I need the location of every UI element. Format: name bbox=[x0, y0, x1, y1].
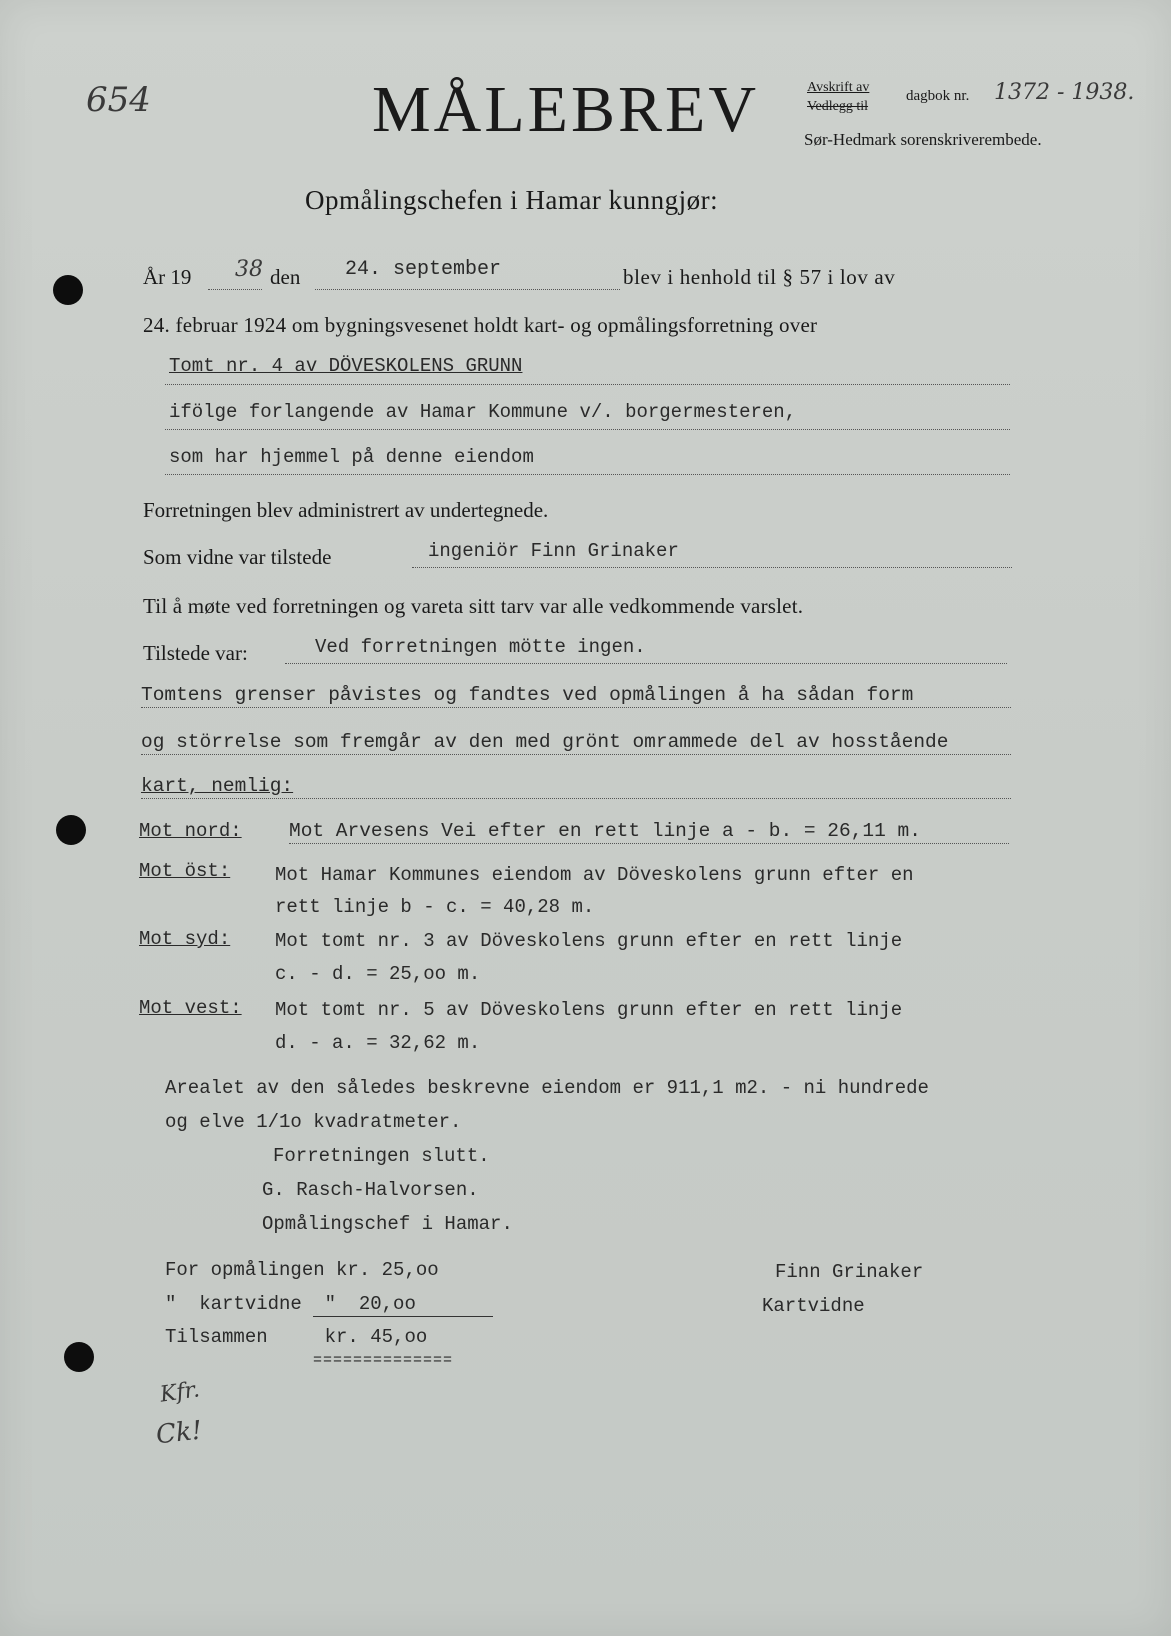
initials-line-2: Ck! bbox=[154, 1415, 204, 1451]
boundary-west-line-2: d. - a. = 32,62 m. bbox=[275, 1032, 481, 1054]
stamp-office: Sør-Hedmark sorenskriverembede. bbox=[804, 130, 1042, 149]
fee-underline bbox=[313, 1316, 493, 1317]
witness-value: ingeniör Finn Grinaker bbox=[428, 540, 679, 562]
date-value: 24. september bbox=[345, 258, 502, 281]
present-label: Tilstede var: bbox=[143, 641, 248, 665]
closing-title: Opmålingschef i Hamar. bbox=[262, 1213, 513, 1235]
boundary-south-line-1: Mot tomt nr. 3 av Döveskolens grunn efter en rett linje bbox=[275, 930, 903, 952]
bounds-intro-2: og störrelse som fremgår av den med grönt omrammede del av hosstående bbox=[141, 731, 949, 753]
boundary-label-east: Mot öst: bbox=[139, 860, 231, 882]
boundary-label-south-text: Mot syd: bbox=[139, 928, 231, 950]
stamp-dagbok-number: 1372 - 1938. bbox=[994, 80, 1135, 105]
stamp-avskrift: Avskrift av bbox=[807, 80, 870, 95]
year-suffix: 38 bbox=[235, 257, 263, 282]
stamp-vedlegg: Vedlegg til bbox=[807, 99, 869, 114]
intro-line1-end: blev i henhold til § 57 i lov av bbox=[623, 265, 896, 289]
area-line-2: og elve 1/1o kvadratmeter. bbox=[165, 1111, 462, 1133]
boundary-east-line-2: rett linje b - c. = 40,28 m. bbox=[275, 896, 595, 918]
boundary-label-north: Mot nord: bbox=[139, 820, 242, 842]
bounds-intro-3: kart, nemlig: bbox=[141, 775, 294, 797]
notified-text: Til å møte ved forretningen og vareta sitt tarv var alle vedkommende varslet. bbox=[143, 594, 804, 618]
margin-note: 654 bbox=[86, 80, 151, 120]
area-line-1: Arealet av den således beskrevne eiendom er 911,1 m2. - ni hundrede bbox=[165, 1077, 929, 1099]
bounds-intro-1: Tomtens grenser påvistes og fandtes ved opmålingen å ha sådan form bbox=[141, 684, 914, 706]
fee-line-2: " kartvidne " 20,oo bbox=[165, 1293, 416, 1315]
property-dotline-1 bbox=[165, 384, 1010, 385]
fee-line-1: For opmålingen kr. 25,oo bbox=[165, 1259, 439, 1281]
year-prefix: År 19 bbox=[143, 265, 192, 289]
initials-line-1: Kfr. bbox=[158, 1377, 202, 1408]
witness-sign-name: Finn Grinaker bbox=[775, 1261, 924, 1283]
property-line-1: Tomt nr. 4 av DÖVESKOLENS GRUNN bbox=[169, 355, 523, 377]
year-dotline bbox=[208, 289, 262, 290]
punch-hole-bottom bbox=[64, 1342, 94, 1372]
bounds-dotline-1 bbox=[141, 707, 1011, 708]
subtitle: Opmålingschefen i Hamar kunngjør: bbox=[305, 185, 719, 215]
punch-hole-top bbox=[53, 275, 83, 305]
boundary-south-line-2: c. - d. = 25,oo m. bbox=[275, 963, 481, 985]
boundary-north-line-1: Mot Arvesens Vei efter en rett linje a - b. = 26,11 m. bbox=[289, 820, 921, 842]
boundary-east-line-1: Mot Hamar Kommunes eiendom av Döveskolens grunn efter en bbox=[275, 864, 914, 886]
bounds-dotline-2 bbox=[141, 754, 1011, 755]
boundary-west-line-1: Mot tomt nr. 5 av Döveskolens grunn efter en rett linje bbox=[275, 999, 903, 1021]
bounds-dotline-3 bbox=[141, 798, 1011, 799]
boundary-north-dotline bbox=[289, 843, 1009, 844]
present-value: Ved forretningen mötte ingen. bbox=[315, 636, 646, 658]
witness-label: Som vidne var tilstede bbox=[143, 545, 332, 569]
document-title: MÅLEBREV bbox=[372, 73, 759, 146]
witness-sign-title: Kartvidne bbox=[762, 1295, 865, 1317]
closing-line-1: Forretningen slutt. bbox=[273, 1145, 490, 1167]
punch-hole-middle bbox=[56, 815, 86, 845]
property-dotline-2 bbox=[165, 429, 1010, 430]
stamp-dagbok-label: dagbok nr. bbox=[906, 88, 970, 104]
administered-text: Forretningen blev administrert av undertegnede. bbox=[143, 498, 549, 522]
closing-signer: G. Rasch-Halvorsen. bbox=[262, 1179, 479, 1201]
property-dotline-3 bbox=[165, 474, 1010, 475]
boundary-label-west: Mot vest: bbox=[139, 997, 242, 1019]
property-line-2: ifölge forlangende av Hamar Kommune v/. borgermesteren, bbox=[169, 401, 797, 423]
boundary-label-south bbox=[139, 928, 230, 950]
present-dotline bbox=[285, 663, 1007, 664]
fee-double-rule: ============== bbox=[313, 1352, 454, 1369]
den-label: den bbox=[270, 265, 301, 289]
date-dotline bbox=[315, 289, 620, 290]
property-line-3: som har hjemmel på denne eiendom bbox=[169, 446, 534, 468]
witness-dotline bbox=[412, 567, 1012, 568]
intro-line2: 24. februar 1924 om bygningsvesenet holdt kart- og opmålingsforretning over bbox=[143, 313, 818, 337]
fee-line-3: Tilsammen kr. 45,oo bbox=[165, 1326, 428, 1348]
